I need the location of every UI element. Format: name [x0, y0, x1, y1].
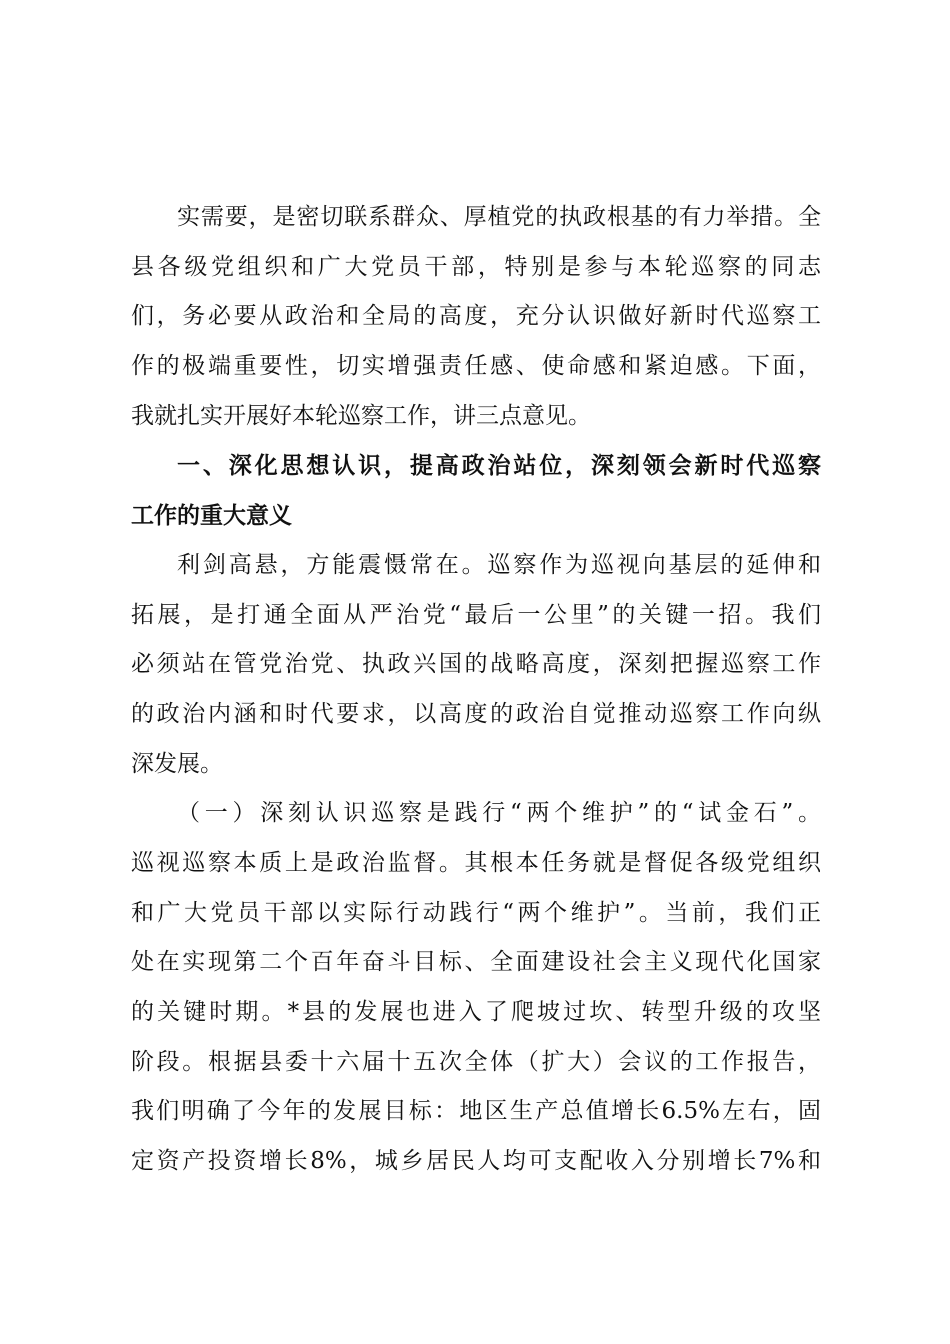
text-line: 巡视巡察本质上是政治监督。其根本任务就是督促各级党组织: [131, 849, 821, 876]
text-line: 和广大党员干部以实际行动践行“两个维护”。当前，我们正: [131, 899, 821, 926]
text-line: 作的极端重要性，切实增强责任感、使命感和紧迫感。下面，: [131, 353, 821, 380]
text-line: 一、深化思想认识，提高政治站位，深刻领会新时代巡察: [177, 452, 821, 480]
text-line: 县各级党组织和广大党员干部，特别是参与本轮巡察的同志: [131, 253, 821, 280]
text-line: 我就扎实开展好本轮巡察工作，讲三点意见。: [131, 402, 591, 429]
text-line: 处在实现第二个百年奋斗目标、全面建设社会主义现代化国家: [131, 949, 821, 976]
text-line: （一）深刻认识巡察是践行“两个维护”的“试金石”。: [177, 800, 821, 827]
paragraph: [131, 541, 821, 789]
text-line: 我们明确了今年的发展目标：地区生产总值增长6.5%左右，固: [131, 1098, 821, 1125]
text-line: 定资产投资增长8%，城乡居民人均可支配收入分别增长7%和: [131, 1148, 821, 1175]
paragraph: [131, 193, 821, 441]
text-line: 工作的重大意义: [131, 502, 292, 530]
paragraph: [131, 789, 821, 1187]
text-line: 的政治内涵和时代要求，以高度的政治自觉推动巡察工作向纵: [131, 700, 821, 727]
section-heading: [131, 441, 821, 540]
text-line: 们，务必要从政治和全局的高度，充分认识做好新时代巡察工: [131, 303, 821, 330]
text-line: 的关键时期。*县的发展也进入了爬坡过坎、转型升级的攻坚: [131, 999, 821, 1025]
text-line: 拓展，是打通全面从严治党“最后一公里”的关键一招。我们: [131, 601, 821, 628]
document-page: [131, 193, 821, 1187]
text-line: 必须站在管党治党、执政兴国的战略高度，深刻把握巡察工作: [131, 651, 821, 678]
text-line: 实需要，是密切联系群众、厚植党的执政根基的有力举措。全: [177, 204, 821, 230]
text-line: 深发展。: [131, 750, 223, 777]
text-line: 利剑高悬，方能震慑常在。巡察作为巡视向基层的延伸和: [177, 551, 821, 578]
text-line: 阶段。根据县委十六届十五次全体（扩大）会议的工作报告，: [131, 1048, 821, 1075]
